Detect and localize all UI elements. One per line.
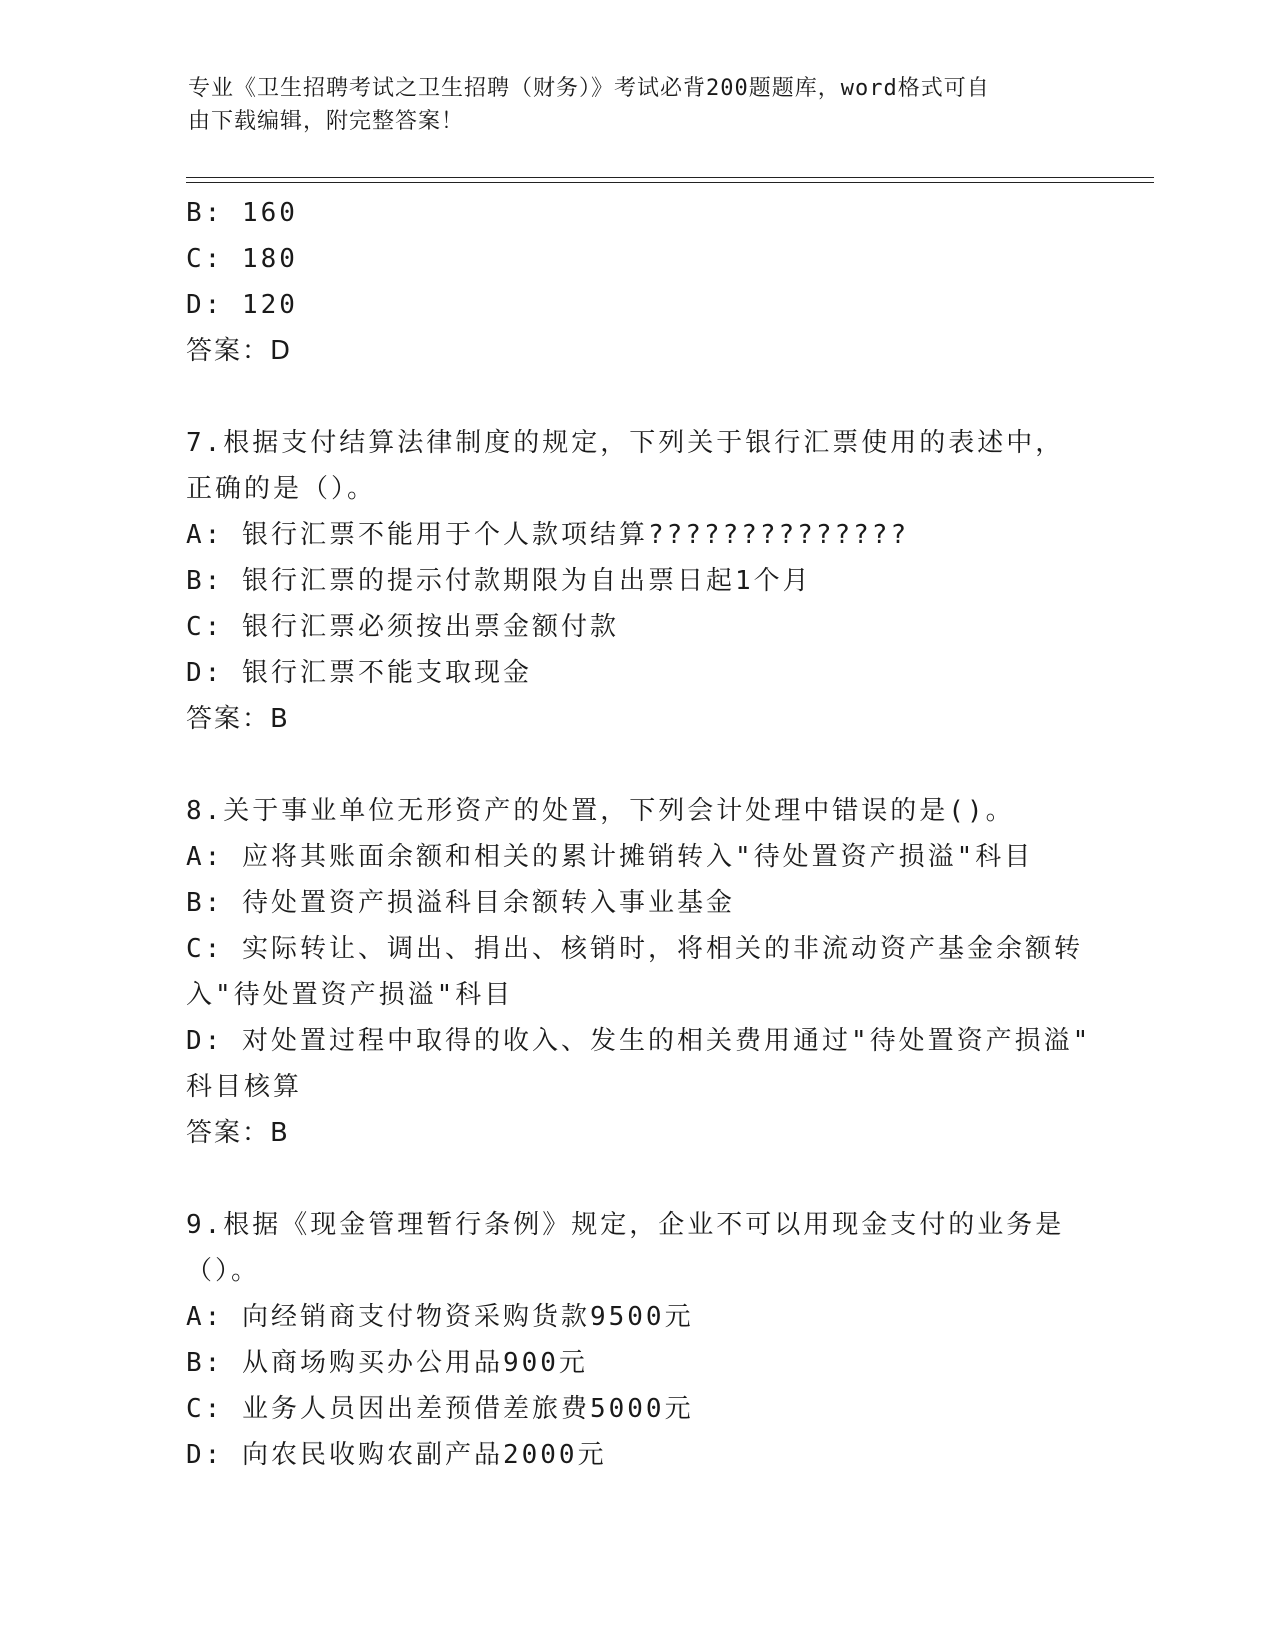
question-list [186,190,1092,1478]
document-header [188,72,1088,138]
header-divider-top [186,177,1154,178]
option-c-cont: 入"待处置资产损溢"科目 [186,980,514,1010]
option-a: A: 应将其账面余额和相关的累计摊销转入"待处置资产损溢"科目 [186,842,1034,872]
header-line-1: 专业《卫生招聘考试之卫生招聘（财务）》考试必背200题题库，word格式可自 [188,76,990,101]
question-7 [186,420,1086,742]
spacer [186,1156,1086,1202]
header-divider-bottom [186,182,1154,183]
question-stem-cont: 正确的是（）。 [186,474,377,504]
option-b: B: 160 [186,198,298,228]
question-6 [186,190,1086,374]
question-stem: 9.根据《现金管理暂行条例》规定，企业不可以用现金支付的业务是 [186,1210,1065,1240]
option-d-cont: 科目核算 [186,1072,303,1102]
spacer [186,742,1086,788]
option-c: C: 180 [186,244,298,274]
option-b: B: 银行汇票的提示付款期限为自出票日起1个月 [186,566,812,596]
option-c: C: 业务人员因出差预借差旅费5000元 [186,1394,694,1424]
answer: 答案：D [186,336,293,366]
question-8 [186,788,1092,1156]
option-a: A: 银行汇票不能用于个人款项结算?????????????? [186,520,910,550]
option-c: C: 银行汇票必须按出票金额付款 [186,612,619,642]
option-d: D: 对处置过程中取得的收入、发生的相关费用通过"待处置资产损溢" [186,1026,1092,1056]
answer: 答案：B [186,1118,290,1148]
question-9 [186,1202,1086,1478]
option-d: D: 120 [186,290,298,320]
option-b: B: 从商场购买办公用品900元 [186,1348,588,1378]
option-a: A: 向经销商支付物资采购货款9500元 [186,1302,694,1332]
option-d: D: 向农民收购农副产品2000元 [186,1440,607,1470]
question-stem-cont: （）。 [186,1256,261,1286]
header-line-2: 由下载编辑，附完整答案！ [188,109,465,134]
spacer [186,374,1086,420]
answer: 答案：B [186,704,290,734]
option-b: B: 待处置资产损溢科目余额转入事业基金 [186,888,735,918]
question-stem: 8.关于事业单位无形资产的处置，下列会计处理中错误的是()。 [186,796,1015,826]
option-d: D: 银行汇票不能支取现金 [186,658,532,688]
option-c: C: 实际转让、调出、捐出、核销时，将相关的非流动资产基金余额转 [186,934,1083,964]
question-stem: 7.根据支付结算法律制度的规定，下列关于银行汇票使用的表述中， [186,428,1065,458]
